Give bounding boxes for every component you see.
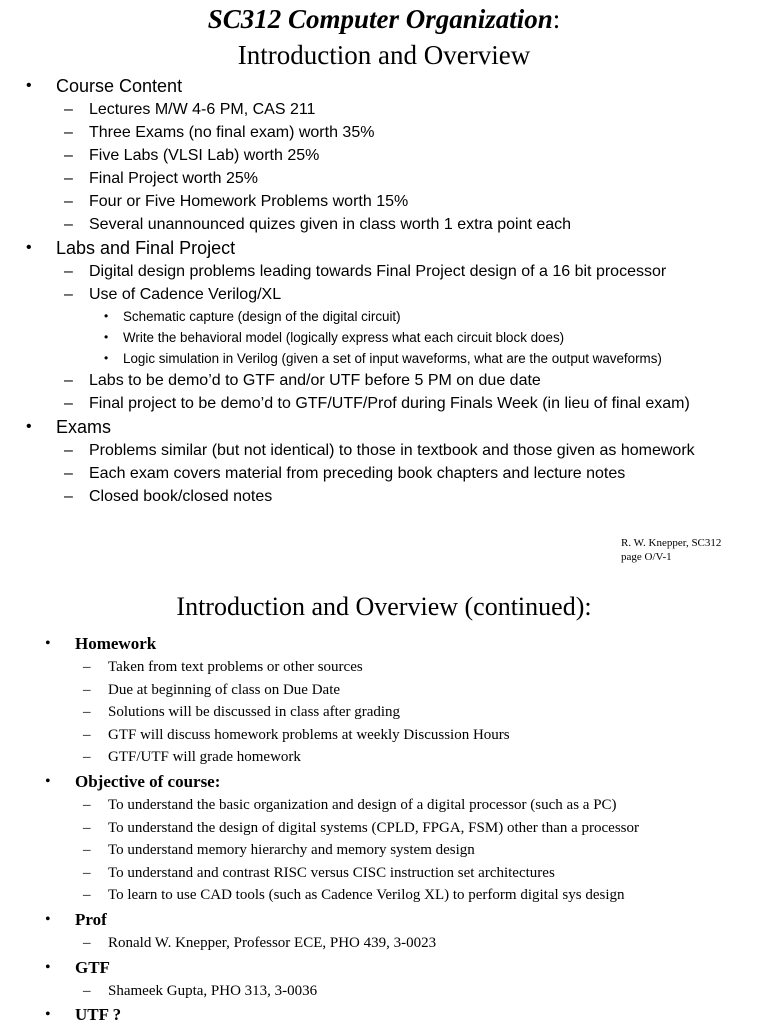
dash-icon: – <box>64 170 73 187</box>
dash-icon: – <box>64 193 73 210</box>
bullet-icon: • <box>45 1006 51 1024</box>
list-item-text: Each exam covers material from preceding book chapters and lecture notes <box>89 465 626 482</box>
list-item <box>0 679 768 702</box>
footer-author: R. W. Knepper, SC312 <box>621 537 722 549</box>
bullet-icon: • <box>45 910 51 928</box>
section-heading <box>0 907 768 932</box>
section <box>0 631 768 769</box>
list-item-text: Ronald W. Knepper, Professor ECE, PHO 439, 3-0023 <box>108 934 437 951</box>
dash-icon: – <box>83 796 91 813</box>
list-item-text: To learn to use CAD tools (such as Cadence Verilog XL) to perform digital sys design <box>108 887 625 904</box>
list-item <box>0 283 768 306</box>
section-heading <box>0 236 768 260</box>
list-item <box>0 98 768 121</box>
list-item <box>0 724 768 747</box>
list-item-text: GTF/UTF will grade homework <box>108 749 301 766</box>
section-heading-text: Exams <box>56 417 112 437</box>
bullet-icon: • <box>26 418 32 435</box>
section <box>0 1002 768 1027</box>
footer-page-number: page O/V-1 <box>621 551 672 563</box>
list-item-text: Taken from text problems or other sources <box>108 659 363 675</box>
list-item-text: Shameek Gupta, PHO 313, 3-0036 <box>108 982 318 999</box>
section-heading <box>0 74 768 98</box>
list-item <box>0 862 768 885</box>
section <box>0 74 768 236</box>
section-heading-text: UTF ? <box>75 1005 122 1025</box>
slide1-title <box>0 2 768 36</box>
list-item-text: Lectures M/W 4-6 PM, CAS 211 <box>89 101 316 118</box>
slide1-bullet-list <box>0 74 768 508</box>
dash-icon: – <box>83 864 91 881</box>
list-item-text: Final project to be demo’d to GTF/UTF/Prof during Finals Week (in lieu of final exam) <box>89 395 690 412</box>
section-heading-text: Labs and Final Project <box>56 238 236 258</box>
dash-icon: – <box>83 681 91 698</box>
dash-icon: – <box>64 488 73 505</box>
list-item <box>0 121 768 144</box>
section-heading-text: Course Content <box>56 76 183 96</box>
list-item <box>0 213 768 236</box>
list-item <box>0 369 768 392</box>
dash-icon: – <box>64 263 73 280</box>
dash-icon: – <box>64 372 73 389</box>
section-heading <box>0 955 768 980</box>
sub-list-item-text: Write the behavioral model (logically express what each circuit block does) <box>123 330 565 345</box>
dash-icon: – <box>64 147 73 164</box>
list-item-text: Labs to be demo’d to GTF and/or UTF before 5 PM on due date <box>89 372 541 389</box>
dash-icon: – <box>83 887 91 904</box>
bullet-icon: • <box>104 309 109 323</box>
list-item <box>0 439 768 462</box>
section-heading-text: Objective of course: <box>75 771 221 791</box>
list-item-text: Three Exams (no final exam) worth 35% <box>89 124 375 141</box>
bullet-icon: • <box>26 77 32 94</box>
section <box>0 955 768 1003</box>
list-item-text: Five Labs (VLSI Lab) worth 25% <box>89 147 320 164</box>
sub-list-item <box>0 327 768 348</box>
bullet-icon: • <box>26 239 32 256</box>
list-item-text: GTF will discuss homework problems at weekly Discussion Hours <box>108 726 510 743</box>
list-item <box>0 701 768 724</box>
sub-list-item <box>0 306 768 327</box>
slide2-bullet-list <box>0 631 768 1027</box>
slide1-subtitle: Introduction and Overview <box>237 40 531 70</box>
bullet-icon: • <box>104 330 109 344</box>
list-item-text: To understand the basic organization and design of a digital processor (such as a PC) <box>108 796 617 813</box>
list-item-text: To understand memory hierarchy and memory system design <box>108 842 475 859</box>
list-item <box>0 932 768 955</box>
section-heading-text: GTF <box>75 957 110 977</box>
list-item-text: Final Project worth 25% <box>89 170 258 187</box>
section <box>0 907 768 955</box>
list-item <box>0 980 768 1003</box>
list-item-text: To understand and contrast RISC versus CISC instruction set architectures <box>108 864 555 881</box>
section <box>0 769 768 907</box>
dash-icon: – <box>83 659 91 675</box>
dash-icon: – <box>64 216 73 233</box>
section-heading <box>0 631 768 656</box>
section-heading <box>0 1002 768 1027</box>
list-item-text: Digital design problems leading towards Final Project design of a 16 bit processor <box>89 263 667 280</box>
dash-icon: – <box>64 395 73 412</box>
dash-icon: – <box>83 934 91 951</box>
bullet-icon: • <box>45 635 51 652</box>
dash-icon: – <box>83 726 91 743</box>
list-item <box>0 817 768 840</box>
sub-list-item-text: Schematic capture (design of the digital circuit) <box>123 309 401 324</box>
bullet-icon: • <box>45 958 51 976</box>
dash-icon: – <box>64 101 73 118</box>
list-item <box>0 884 768 907</box>
list-item <box>0 485 768 508</box>
list-item-text: Closed book/closed notes <box>89 488 273 505</box>
list-item <box>0 167 768 190</box>
list-item-text: Problems similar (but not identical) to those in textbook and those given as homework <box>89 442 695 459</box>
list-item <box>0 746 768 769</box>
section-heading-text: Prof <box>75 909 107 929</box>
sub-list-item <box>0 348 768 369</box>
list-item <box>0 392 768 415</box>
dash-icon: – <box>64 465 73 482</box>
dash-icon: – <box>64 124 73 141</box>
section <box>0 236 768 415</box>
list-item-text: Four or Five Homework Problems worth 15% <box>89 193 409 210</box>
dash-icon: – <box>83 842 91 859</box>
list-item-text: To understand the design of digital systems (CPLD, FPGA, FSM) other than a processor <box>108 819 639 836</box>
slide1-footer <box>621 536 721 564</box>
bullet-icon: • <box>104 351 109 365</box>
section <box>0 415 768 508</box>
list-item <box>0 190 768 213</box>
dash-icon: – <box>83 704 91 721</box>
list-item-text: Use of Cadence Verilog/XL <box>89 286 282 303</box>
list-item <box>0 260 768 283</box>
list-item <box>0 656 768 679</box>
list-item-text: Several unannounced quizes given in class worth 1 extra point each <box>89 216 572 233</box>
dash-icon: – <box>64 442 73 459</box>
slide1-title-course: SC312 Computer Organization <box>207 4 553 34</box>
slide2-title: Introduction and Overview (continued): <box>176 592 592 621</box>
list-item <box>0 839 768 862</box>
list-item <box>0 144 768 167</box>
section-heading <box>0 415 768 439</box>
dash-icon: – <box>64 286 73 303</box>
section-heading-text: Homework <box>75 634 157 653</box>
dash-icon: – <box>83 982 91 999</box>
sub-list-item-text: Logic simulation in Verilog (given a set of input waveforms, what are the output waveforms) <box>123 351 662 366</box>
list-item-text: Solutions will be discussed in class after grading <box>108 704 401 721</box>
dash-icon: – <box>83 819 91 836</box>
list-item-text: Due at beginning of class on Due Date <box>108 681 341 698</box>
bullet-icon: • <box>45 772 51 790</box>
section-heading <box>0 769 768 794</box>
dash-icon: – <box>83 749 91 766</box>
list-item <box>0 794 768 817</box>
slide1-title-colon: : <box>552 4 561 34</box>
list-item <box>0 462 768 485</box>
